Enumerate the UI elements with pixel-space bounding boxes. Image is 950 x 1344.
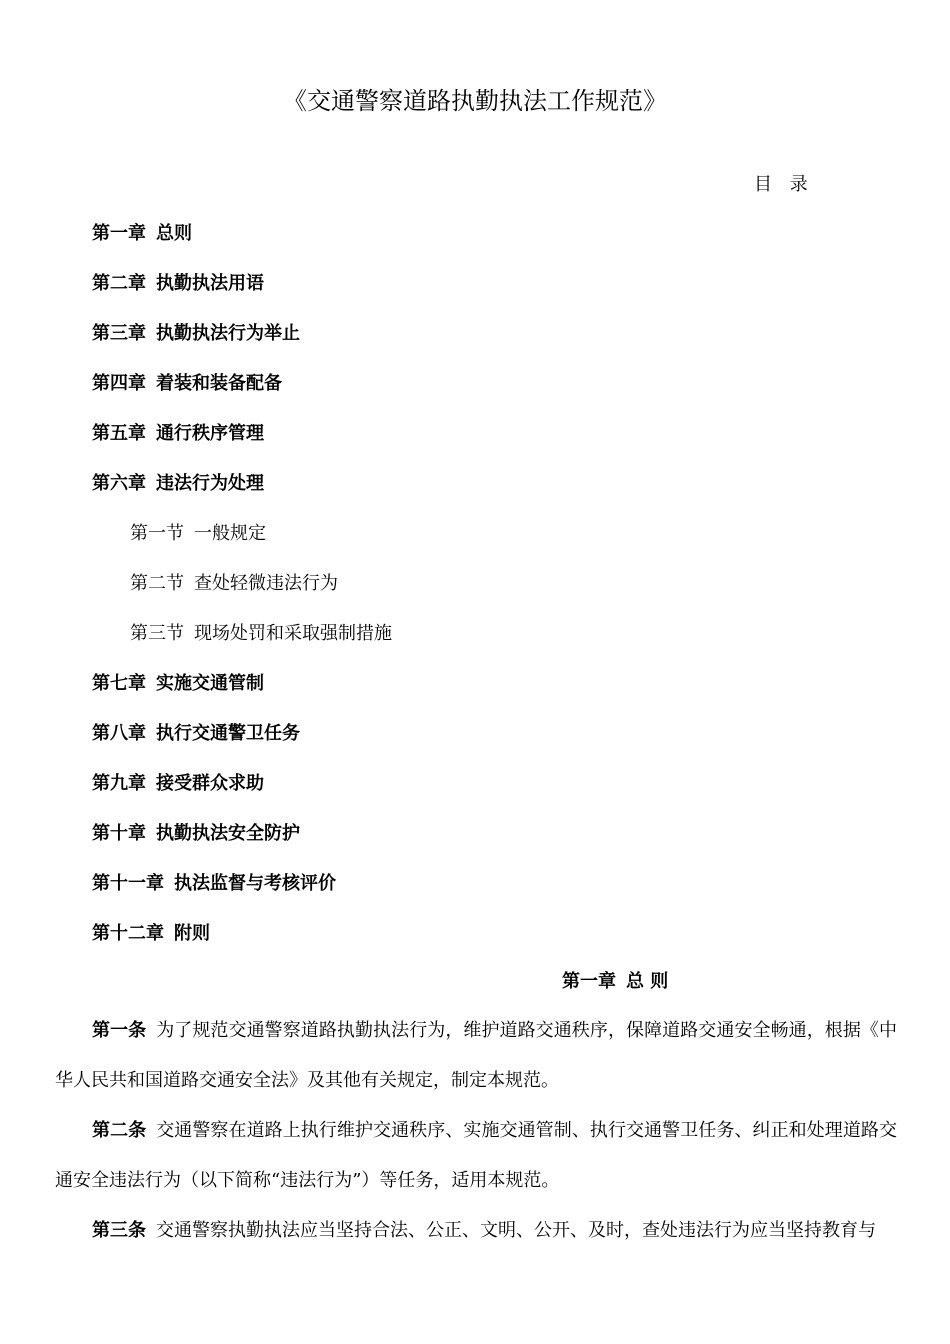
- toc-item-label: 通行秩序管理: [156, 423, 264, 444]
- toc-item-label: 接受群众求助: [156, 773, 264, 794]
- toc-item-label: 附则: [174, 923, 210, 944]
- toc-subitem: [92, 570, 392, 620]
- toc-item-label: 执法监督与考核评价: [174, 873, 336, 894]
- toc-item-label: 违法行为处理: [156, 473, 264, 494]
- toc-item: [92, 870, 392, 920]
- toc-item: [92, 770, 392, 820]
- toc-item: [92, 220, 392, 270]
- article-paragraph: [55, 1006, 897, 1106]
- toc-item-label: 总则: [156, 223, 192, 244]
- toc-item-label: 一般规定: [194, 523, 266, 544]
- chapter-number: 第一章: [562, 971, 616, 992]
- toc-item-number: 第十二章: [92, 923, 164, 944]
- toc-item-number: 第二节: [130, 573, 184, 594]
- article-text: 为了规范交通警察道路执勤执法行为，维护道路交通秩序，保障道路交通安全畅通，根据《中华人民共和国道路交通安全法》及其他有关规定，制定本规范。: [55, 1020, 898, 1091]
- chapter-heading: [562, 968, 668, 996]
- toc-item-label: 执勤执法安全防护: [156, 823, 300, 844]
- toc-item-label: 执勤执法用语: [156, 273, 264, 294]
- toc-item-label: 执勤执法行为举止: [156, 323, 300, 344]
- article-number: 第一条: [92, 1020, 147, 1041]
- toc-item-label: 查处轻微违法行为: [194, 573, 338, 594]
- toc-item-number: 第二章: [92, 273, 146, 294]
- document-title: 《交通警察道路执勤执法工作规范》: [283, 87, 667, 115]
- toc-item-number: 第七章: [92, 673, 146, 694]
- toc-item-number: 第一节: [130, 523, 184, 544]
- toc-item-number: 第九章: [92, 773, 146, 794]
- toc-item-label: 执行交通警卫任务: [156, 723, 300, 744]
- article-text: 交通警察执勤执法应当坚持合法、公正、文明、公开、及时，查处违法行为应当坚持教育与: [156, 1220, 876, 1241]
- toc-item: [92, 720, 392, 770]
- toc-item-number: 第五章: [92, 423, 146, 444]
- toc-item-number: 第八章: [92, 723, 146, 744]
- toc-item: [92, 420, 392, 470]
- toc-item-number: 第十章: [92, 823, 146, 844]
- toc-item: [92, 920, 392, 970]
- toc-item-label: 着装和装备配备: [156, 373, 282, 394]
- toc-item-number: 第一章: [92, 223, 146, 244]
- toc-item: [92, 370, 392, 420]
- toc-item-number: 第三章: [92, 323, 146, 344]
- article-number: 第二条: [92, 1120, 147, 1141]
- toc-heading: 目 录: [754, 174, 814, 195]
- article-text: 交通警察在道路上执行维护交通秩序、实施交通管制、执行交通警卫任务、纠正和处理道路交通安全违法行为（以下简称“违法行为”）等任务，适用本规范。: [55, 1120, 898, 1191]
- toc-item: [92, 820, 392, 870]
- toc-item-number: 第六章: [92, 473, 146, 494]
- article-paragraph: [55, 1106, 897, 1206]
- article-number: 第三条: [92, 1220, 146, 1241]
- toc-item-number: 第十一章: [92, 873, 164, 894]
- toc-item-number: 第三节: [130, 623, 184, 644]
- toc-item-number: 第四章: [92, 373, 146, 394]
- toc-item-label: 实施交通管制: [156, 673, 264, 694]
- toc-item: [92, 670, 392, 720]
- toc-subitem: [92, 520, 392, 570]
- article-paragraph: [55, 1206, 897, 1256]
- toc-item: [92, 270, 392, 320]
- toc-item-label: 现场处罚和采取强制措施: [194, 623, 392, 644]
- table-of-contents: [92, 220, 392, 970]
- toc-subitem: [92, 620, 392, 670]
- toc-item: [92, 320, 392, 370]
- chapter-title: 总 则: [626, 971, 669, 992]
- toc-item: [92, 470, 392, 520]
